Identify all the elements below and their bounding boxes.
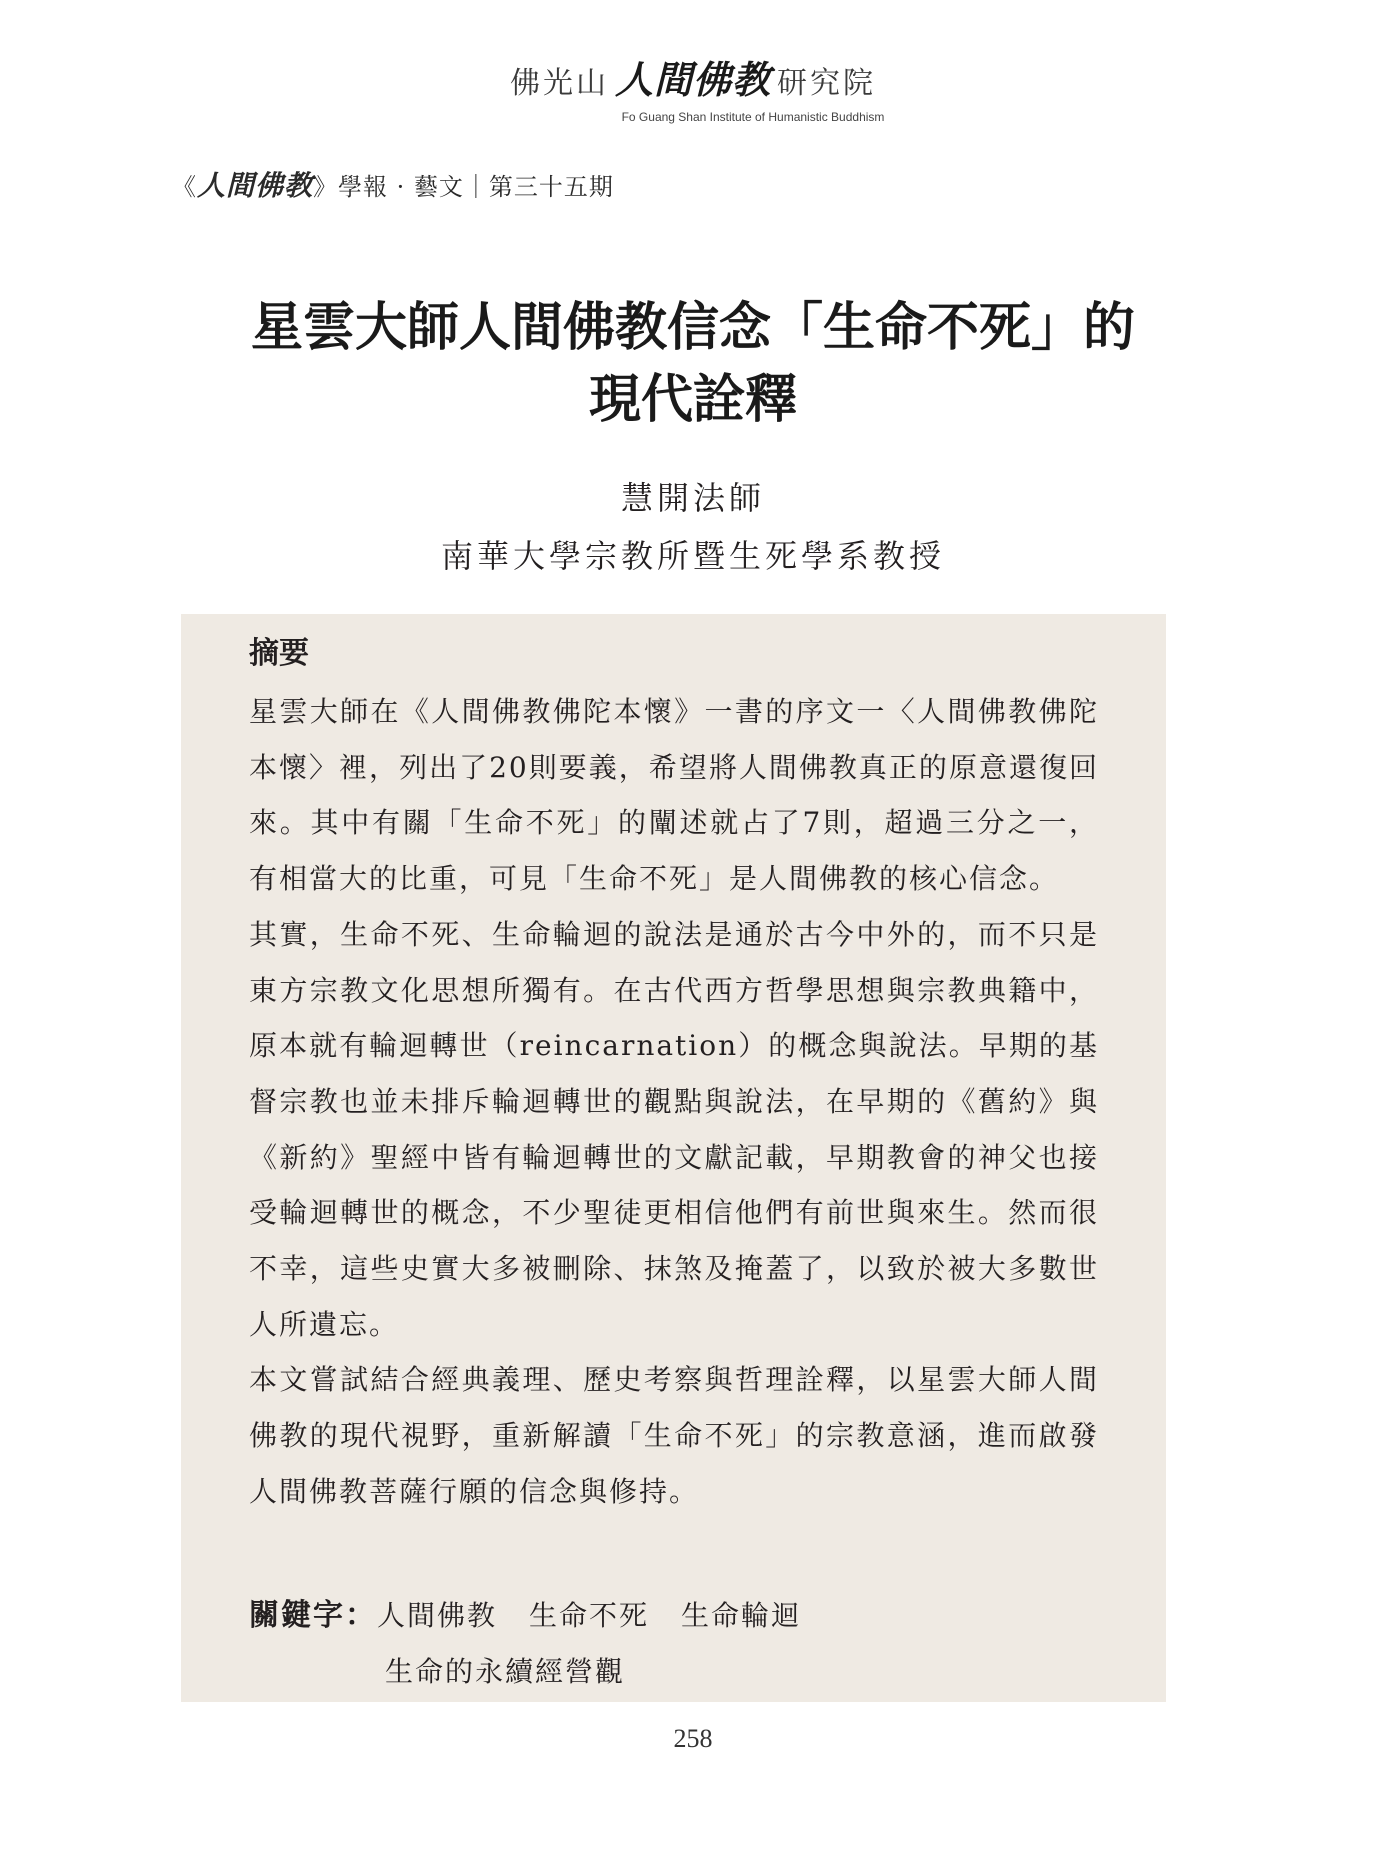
- keyword: 生命的永續經營觀: [385, 1655, 626, 1688]
- keywords-line-1: [249, 1588, 1099, 1644]
- journal-open-bracket: 《: [172, 173, 197, 201]
- masthead: [0, 60, 1386, 124]
- abstract-paragraph-1: 星雲大師在《人間佛教佛陀本懷》一書的序文一〈人間佛教佛陀本懷〉裡，列出了20則要義，希望將人間佛教真正的原意還復回來。其中有關「生命不死」的闡述就占了7則，超過三分之一，有相當大的比重，可見「生命不死」是人間佛教的核心信念。: [249, 695, 1099, 896]
- keyword: 人間佛教: [377, 1599, 498, 1632]
- author-name: 慧開法師: [620, 479, 765, 517]
- masthead-brush-logo: 人間佛教: [614, 58, 771, 102]
- journal-header: [172, 164, 614, 204]
- author-affiliation: 南華大學宗教所暨生死學系教授: [440, 537, 945, 575]
- keywords-label: 關鍵字：: [249, 1598, 377, 1633]
- masthead-right-text: 研究院: [777, 66, 876, 101]
- masthead-left-text: 佛光山: [509, 66, 609, 101]
- page-number: 258: [673, 1724, 713, 1753]
- keyword: 生命不死: [529, 1599, 650, 1632]
- keyword: 生命輪迴: [681, 1599, 802, 1632]
- abstract-box: [181, 614, 1166, 1702]
- masthead-english: Fo Guang Shan Institute of Humanistic Buddhism: [621, 110, 885, 124]
- journal-brush-title: 人間佛教: [197, 169, 314, 202]
- journal-close-bracket: 》: [313, 173, 339, 201]
- article-title-line-1: 星雲大師人間佛教信念「生命不死」的: [250, 298, 1135, 358]
- abstract-paragraph-3: 本文嘗試結合經典義理、歷史考察與哲理詮釋，以星雲大師人間佛教的現代視野，重新解讀「生命不死」的宗教意涵，進而啟發人間佛教菩薩行願的信念與修持。: [249, 1363, 1099, 1508]
- masthead-title: [0, 60, 1386, 104]
- abstract-body: [249, 684, 1099, 1520]
- abstract-paragraph-2: 其實，生命不死、生命輪迴的說法是通於古今中外的，而不只是東方宗教文化思想所獨有。在古代西方哲學思想與宗教典籍中，原本就有輪迴轉世（reincarnation）的概念與說法。早期的基督宗教也並未排斥輪迴轉世的觀點與說法，在早期的《舊約》與《新約》聖經中皆有輪迴轉世的文獻記載，早期教會的神父也接受輪迴轉世的概念，不少聖徒更相信他們有前世與來生。然而很不幸，這些史實大多被刪除、抹煞及掩蓋了，以致於被大多數世人所遺忘。: [249, 917, 1099, 1341]
- keywords-line-2: [249, 1644, 1099, 1700]
- article-title: [0, 292, 1386, 436]
- article-title-line-2: 現代詮釋: [588, 370, 797, 430]
- abstract-heading: 摘要: [249, 636, 309, 671]
- keywords: [249, 1588, 1099, 1700]
- journal-issue: 學報 · 藝文｜第三十五期: [338, 173, 614, 201]
